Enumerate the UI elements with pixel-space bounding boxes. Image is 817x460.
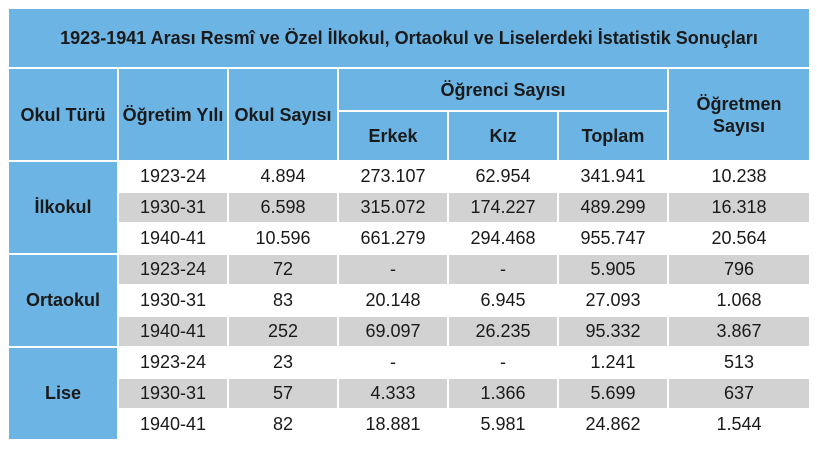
- cell-teacher-count: 513: [668, 347, 810, 378]
- cell-total: 5.699: [558, 378, 668, 409]
- school-type-cell: İlkokul: [8, 161, 118, 254]
- cell-school-count: 72: [228, 254, 338, 285]
- cell-total: 1.241: [558, 347, 668, 378]
- table-row: [8, 409, 810, 440]
- cell-female: 294.468: [448, 223, 558, 254]
- cell-year: 1923-24: [118, 254, 228, 285]
- table-row: [8, 223, 810, 254]
- cell-female: 174.227: [448, 192, 558, 223]
- cell-teacher-count: 1.544: [668, 409, 810, 440]
- cell-male: 20.148: [338, 285, 448, 316]
- cell-female: -: [448, 254, 558, 285]
- cell-year: 1930-31: [118, 285, 228, 316]
- header-okul-sayisi: Okul Sayısı: [228, 68, 338, 161]
- cell-total: 95.332: [558, 316, 668, 347]
- cell-female: 6.945: [448, 285, 558, 316]
- cell-teacher-count: 3.867: [668, 316, 810, 347]
- cell-male: -: [338, 347, 448, 378]
- cell-teacher-count: 796: [668, 254, 810, 285]
- header-okul-turu: Okul Türü: [8, 68, 118, 161]
- cell-total: 5.905: [558, 254, 668, 285]
- cell-school-count: 6.598: [228, 192, 338, 223]
- table-row: [8, 285, 810, 316]
- cell-year: 1940-41: [118, 223, 228, 254]
- cell-school-count: 82: [228, 409, 338, 440]
- table-row: [8, 192, 810, 223]
- cell-male: 69.097: [338, 316, 448, 347]
- cell-total: 341.941: [558, 161, 668, 192]
- cell-female: 62.954: [448, 161, 558, 192]
- table-row: [8, 254, 810, 285]
- cell-year: 1923-24: [118, 347, 228, 378]
- cell-male: -: [338, 254, 448, 285]
- table-row: [8, 161, 810, 192]
- cell-teacher-count: 1.068: [668, 285, 810, 316]
- cell-year: 1930-31: [118, 192, 228, 223]
- cell-total: 489.299: [558, 192, 668, 223]
- header-ogrenci-sayisi: Öğrenci Sayısı: [338, 68, 668, 111]
- table-row: [8, 347, 810, 378]
- cell-year: 1930-31: [118, 378, 228, 409]
- table-row: [8, 378, 810, 409]
- cell-school-count: 23: [228, 347, 338, 378]
- statistics-table-container: [7, 7, 809, 453]
- cell-total: 24.862: [558, 409, 668, 440]
- cell-school-count: 4.894: [228, 161, 338, 192]
- cell-total: 27.093: [558, 285, 668, 316]
- cell-male: 4.333: [338, 378, 448, 409]
- cell-year: 1940-41: [118, 409, 228, 440]
- cell-teacher-count: 20.564: [668, 223, 810, 254]
- cell-female: 26.235: [448, 316, 558, 347]
- cell-school-count: 57: [228, 378, 338, 409]
- header-toplam: Toplam: [558, 111, 668, 161]
- header-ogretim-yili: Öğretim Yılı: [118, 68, 228, 161]
- cell-school-count: 83: [228, 285, 338, 316]
- cell-teacher-count: 637: [668, 378, 810, 409]
- cell-female: 5.981: [448, 409, 558, 440]
- header-ogretmen-sayisi: Öğretmen Sayısı: [668, 68, 810, 161]
- header-kiz: Kız: [448, 111, 558, 161]
- cell-male: 18.881: [338, 409, 448, 440]
- cell-female: -: [448, 347, 558, 378]
- cell-year: 1940-41: [118, 316, 228, 347]
- cell-school-count: 10.596: [228, 223, 338, 254]
- cell-teacher-count: 10.238: [668, 161, 810, 192]
- cell-total: 955.747: [558, 223, 668, 254]
- cell-male: 315.072: [338, 192, 448, 223]
- table-title: 1923-1941 Arası Resmî ve Özel İlkokul, Ortaokul ve Liselerdeki İstatistik Sonuçları: [8, 8, 810, 68]
- school-type-cell: Lise: [8, 347, 118, 440]
- cell-female: 1.366: [448, 378, 558, 409]
- table-row: [8, 316, 810, 347]
- school-type-cell: Ortaokul: [8, 254, 118, 347]
- cell-male: 661.279: [338, 223, 448, 254]
- cell-school-count: 252: [228, 316, 338, 347]
- header-erkek: Erkek: [338, 111, 448, 161]
- cell-male: 273.107: [338, 161, 448, 192]
- cell-year: 1923-24: [118, 161, 228, 192]
- cell-teacher-count: 16.318: [668, 192, 810, 223]
- statistics-table: [7, 7, 811, 441]
